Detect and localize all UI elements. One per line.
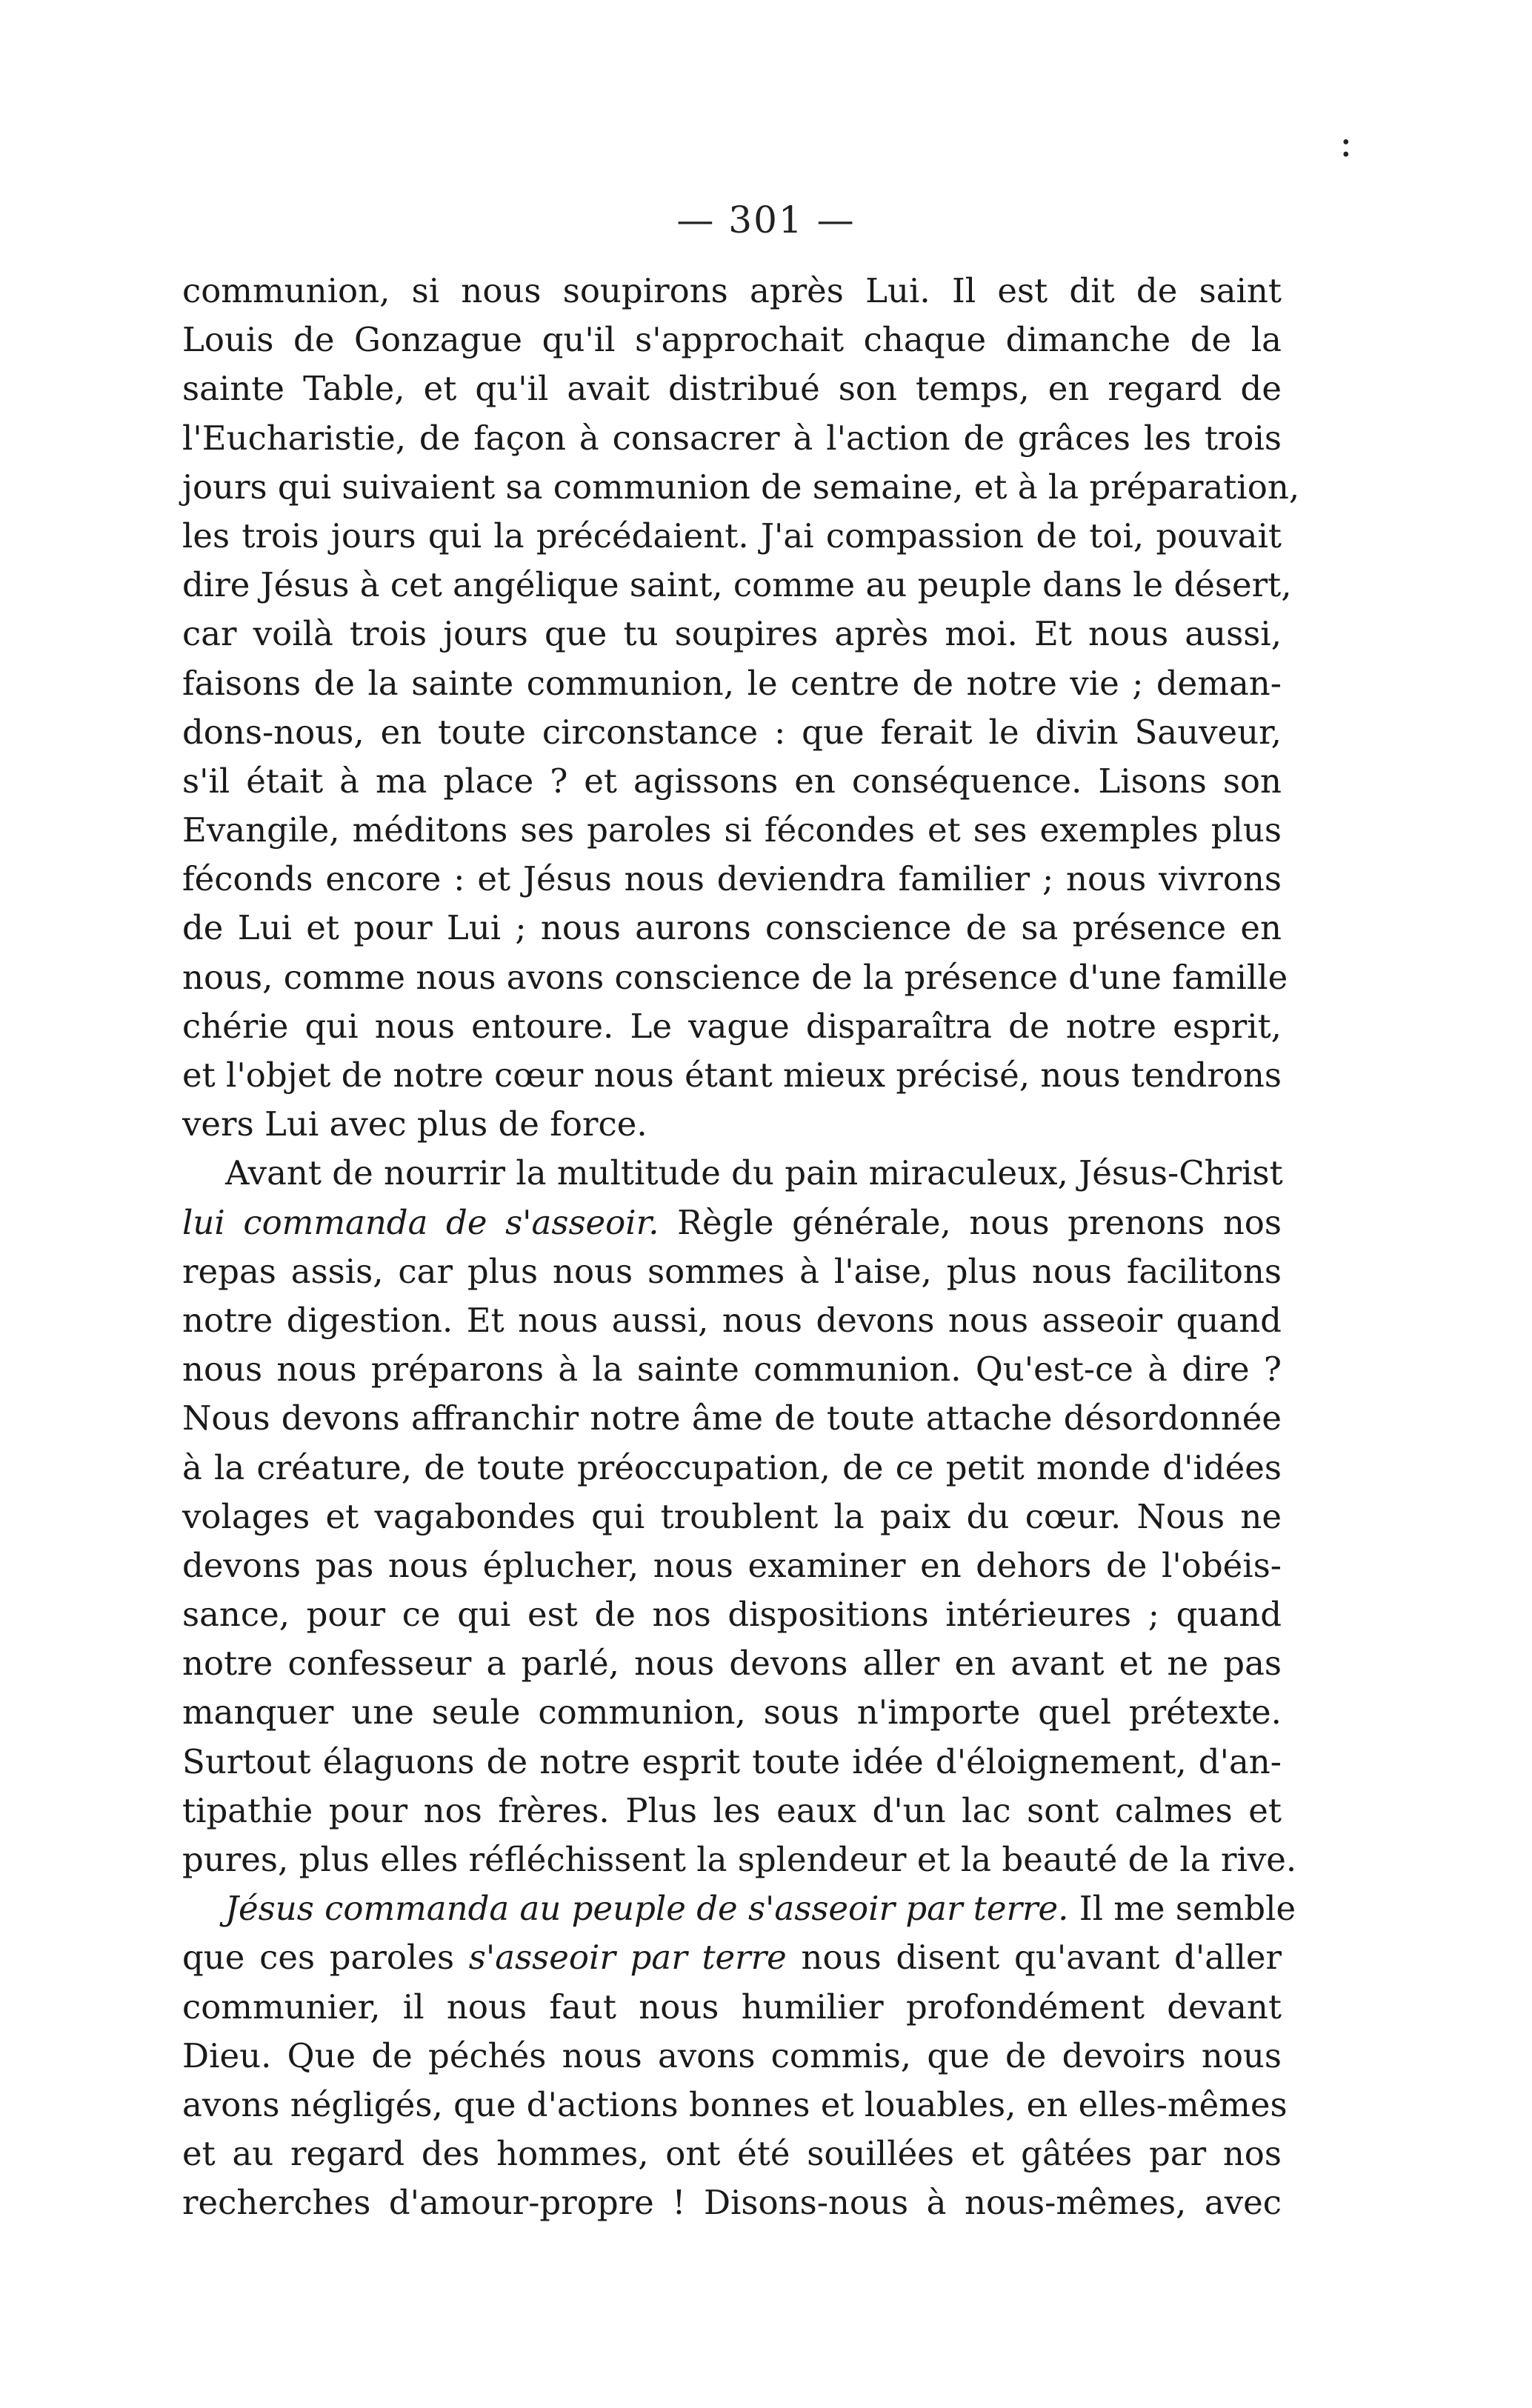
line-text: Louis de Gonzague qu'il s'approchait chaque dimanche de la bbox=[182, 320, 1282, 360]
line-text: faisons de la sainte communion, le centre de notre vie ; deman- bbox=[182, 663, 1282, 703]
line-text: Nous devons affranchir notre âme de toute attache désordonnée bbox=[182, 1398, 1282, 1438]
text-line bbox=[182, 1738, 1282, 1787]
text-line bbox=[182, 953, 1288, 1002]
text-line bbox=[182, 1884, 1296, 1933]
text-line bbox=[182, 904, 1282, 953]
line-text: sainte Table, et qu'il avait distribué son temps, en regard de bbox=[182, 369, 1282, 409]
text-line bbox=[182, 2129, 1282, 2178]
line-text: recherches d'amour-propre ! Disons-nous à nous-mêmes, avec bbox=[182, 2183, 1282, 2223]
line-text: et l'objet de notre cœur nous étant mieux précisé, nous tendrons bbox=[182, 1055, 1282, 1095]
line-text: communion, si nous soupirons après Lui. Il est dit de saint bbox=[182, 271, 1282, 310]
text-line bbox=[182, 1933, 1282, 1982]
text-line bbox=[182, 1444, 1282, 1493]
text-line bbox=[182, 561, 1292, 610]
line-text: Evangile, méditons ses paroles si fécondes et ses exemples plus bbox=[182, 810, 1282, 850]
line-text: avons négligés, que d'actions bonnes et louables, en elles-mêmes bbox=[182, 2084, 1288, 2124]
text-line bbox=[182, 1296, 1282, 1345]
text-line bbox=[182, 1688, 1282, 1737]
text-line bbox=[182, 708, 1282, 757]
text-line bbox=[182, 2178, 1282, 2227]
text-line bbox=[182, 1247, 1282, 1296]
text-line bbox=[182, 855, 1282, 904]
text-line bbox=[182, 267, 1282, 316]
line-text: nous nous préparons à la sainte communion. Qu'est-ce à dire ? bbox=[182, 1350, 1282, 1390]
line-text: de Lui et pour Lui ; nous aurons conscience de sa présence en bbox=[182, 908, 1282, 948]
text-line bbox=[182, 463, 1300, 512]
line-text: jours qui suivaient sa communion de semaine, et à la préparation, bbox=[182, 467, 1300, 507]
text-line bbox=[182, 1787, 1282, 1835]
text-line bbox=[182, 2081, 1288, 2129]
text-line bbox=[182, 610, 1282, 658]
text-line bbox=[182, 1835, 1297, 1884]
line-text: manquer une seule communion, sous n'importe quel prétexte. bbox=[182, 1692, 1282, 1732]
line-text: pures, plus elles réfléchissent la splendeur et la beauté de la rive. bbox=[182, 1840, 1297, 1879]
line-text: volages et vagabondes qui troublent la paix du cœur. Nous ne bbox=[182, 1496, 1282, 1536]
line-text: Règle générale, nous prenons nos bbox=[659, 1202, 1282, 1242]
line-text: car voilà trois jours que tu soupires après moi. Et nous aussi, bbox=[182, 614, 1282, 654]
line-text: vers Lui avec plus de force. bbox=[182, 1104, 647, 1144]
line-text: nous, comme nous avons conscience de la présence d'une famille bbox=[182, 957, 1288, 997]
line-text: repas assis, car plus nous sommes à l'aise, plus nous facilitons bbox=[182, 1251, 1282, 1291]
italic-phrase: Jésus commanda au peuple de s'asseoir par terre. bbox=[225, 1889, 1069, 1929]
line-text: à la créature, de toute préoccupation, de ce petit monde d'idées bbox=[182, 1447, 1282, 1487]
line-text: féconds encore : et Jésus nous deviendra familier ; nous vivrons bbox=[182, 859, 1282, 899]
text-line bbox=[182, 659, 1282, 708]
text-line bbox=[182, 1590, 1282, 1639]
text-line bbox=[182, 1051, 1282, 1100]
text-line bbox=[182, 1394, 1282, 1443]
text-line bbox=[182, 1983, 1282, 2032]
line-text: les trois jours qui la précédaient. J'ai compassion de toi, pouvait bbox=[182, 516, 1282, 556]
text-line bbox=[182, 364, 1282, 413]
line-text: dons-nous, en toute circonstance : que ferait le divin Sauveur, bbox=[182, 712, 1282, 752]
line-text: Avant de nourrir la multitude du pain miraculeux, Jésus-Christ bbox=[225, 1153, 1283, 1193]
text-line bbox=[182, 1149, 1282, 1198]
line-text: nous disent qu'avant d'aller bbox=[786, 1938, 1282, 1978]
line-text: notre digestion. Et nous aussi, nous devons nous asseoir quand bbox=[182, 1300, 1282, 1340]
text-line bbox=[182, 316, 1282, 364]
page-number: — 301 — bbox=[676, 199, 856, 241]
text-line bbox=[182, 512, 1282, 561]
line-text: Il me semble bbox=[1068, 1889, 1296, 1929]
line-text: que ces paroles bbox=[182, 1938, 469, 1978]
text-line bbox=[182, 1002, 1282, 1051]
line-text: l'Eucharistie, de façon à consacrer à l'action de grâces les trois bbox=[182, 418, 1282, 458]
line-text: Dieu. Que de péchés nous avons commis, que de devoirs nous bbox=[182, 2035, 1282, 2075]
text-line bbox=[182, 1639, 1282, 1688]
margin-mark: : bbox=[1339, 121, 1353, 166]
line-text: sance, pour ce qui est de nos dispositions intérieures ; quand bbox=[182, 1595, 1282, 1635]
text-line bbox=[182, 757, 1282, 806]
line-text: chérie qui nous entoure. Le vague disparaîtra de notre esprit, bbox=[182, 1006, 1282, 1046]
text-line bbox=[182, 414, 1282, 463]
line-text: Surtout élaguons de notre esprit toute idée d'éloignement, d'an- bbox=[182, 1741, 1282, 1781]
text-line bbox=[182, 806, 1282, 855]
line-text: tipathie pour nos frères. Plus les eaux d'un lac sont calmes et bbox=[182, 1790, 1282, 1830]
text-line bbox=[182, 1198, 1282, 1247]
line-text: et au regard des hommes, ont été souillées et gâtées par nos bbox=[182, 2134, 1282, 2174]
text-line bbox=[182, 2032, 1282, 2081]
text-line bbox=[182, 1541, 1282, 1590]
line-text: devons pas nous éplucher, nous examiner en dehors de l'obéis- bbox=[182, 1545, 1282, 1585]
line-text: communier, il nous faut nous humilier profondément devant bbox=[182, 1987, 1282, 2027]
italic-phrase: lui commanda de s'asseoir. bbox=[182, 1202, 659, 1242]
text-line bbox=[182, 1345, 1282, 1394]
text-line bbox=[182, 1493, 1282, 1541]
text-line bbox=[182, 1100, 1282, 1149]
line-text: dire Jésus à cet angélique saint, comme au peuple dans le désert, bbox=[182, 565, 1292, 605]
italic-phrase: s'asseoir par terre bbox=[468, 1938, 787, 1978]
body-text bbox=[182, 267, 1300, 2228]
line-text: s'il était à ma place ? et agissons en conséquence. Lisons son bbox=[182, 761, 1282, 801]
line-text: notre confesseur a parlé, nous devons aller en avant et ne pas bbox=[182, 1644, 1282, 1684]
